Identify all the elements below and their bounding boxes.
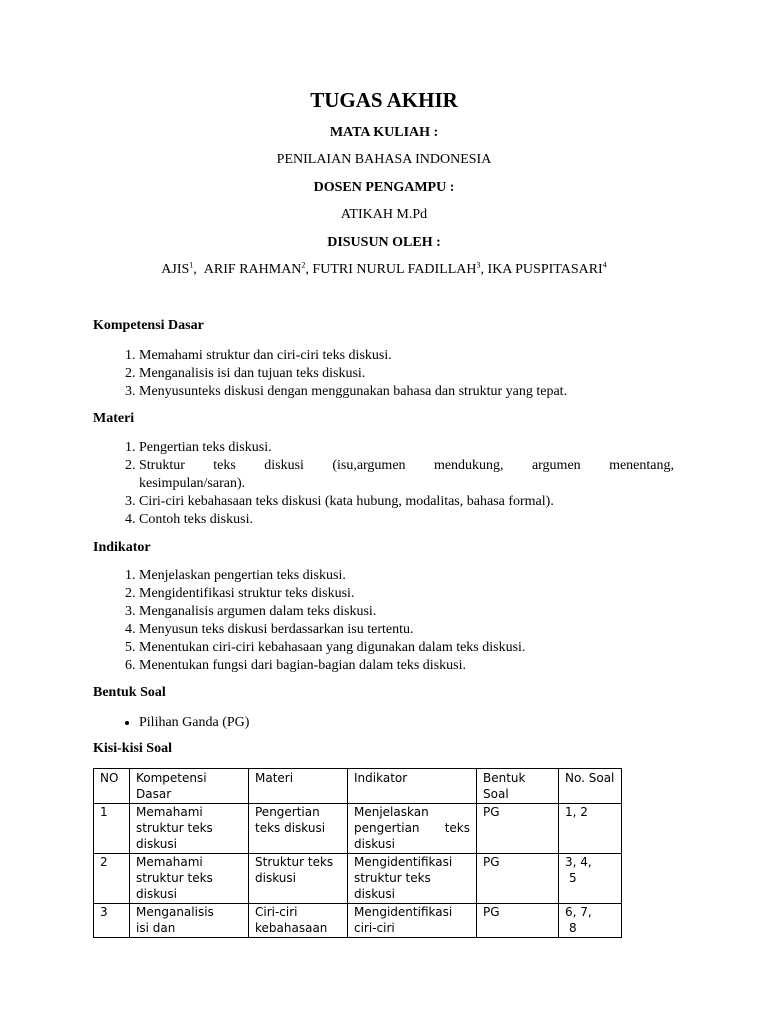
- column-header: Kompetensi Dasar: [130, 769, 249, 804]
- author-name: ARIF RAHMAN: [203, 262, 302, 277]
- table-cell: 1, 2: [559, 804, 622, 854]
- list-item: 4. Contoh teks diskusi.: [139, 511, 674, 529]
- list-item: 1. Pengertian teks diskusi.: [139, 439, 674, 457]
- justified-line: 2. Struktur teks diskusi (isu,argumen mendukung, argumen menentang,: [139, 458, 674, 473]
- table-cell: 2: [94, 854, 130, 904]
- author-name: IKA PUSPITASARI: [487, 262, 603, 277]
- table-row: [94, 854, 622, 904]
- list-item: 1. Memahami struktur dan ciri-ciri teks diskusi.: [139, 347, 674, 365]
- document-title: TUGAS AKHIR: [310, 88, 458, 112]
- kisi-table: [93, 768, 622, 938]
- authors-label: DISUSUN OLEH :: [327, 235, 441, 250]
- continuation-line: kesimpulan/saran).: [139, 476, 246, 491]
- list-item: 3. Ciri-ciri kebahasaan teks diskusi (kata hubung, modalitas, bahasa formal).: [139, 493, 674, 511]
- column-header: Indikator: [348, 769, 477, 804]
- author-name: FUTRI NURUL FADILLAH: [312, 262, 477, 277]
- column-header: Materi: [249, 769, 348, 804]
- list-item: • Pilihan Ganda (PG): [139, 714, 674, 732]
- table-cell: Struktur teks diskusi: [249, 854, 348, 904]
- table-row: [94, 904, 622, 938]
- list-item: 1. Menjelaskan pengertian teks diskusi.: [139, 567, 674, 585]
- table-header-row: [94, 769, 622, 804]
- table-cell: Menjelaskan pengertian teks diskusi: [348, 804, 477, 854]
- table-cell: Ciri-ciri kebahasaan: [249, 904, 348, 938]
- author-footnote: 3: [476, 260, 481, 270]
- section-heading-kompetensi: Kompetensi Dasar: [93, 318, 204, 333]
- section-heading-bentuk: Bentuk Soal: [93, 685, 166, 700]
- section-heading-indikator: Indikator: [93, 540, 151, 555]
- author-footnote: 1: [189, 260, 194, 270]
- list-item: 6. Menentukan fungsi dari bagian-bagian dalam teks diskusi.: [139, 657, 674, 675]
- table-cell: 1: [94, 804, 130, 854]
- column-header: No. Soal: [559, 769, 622, 804]
- table-cell: Memahami struktur teks diskusi: [130, 804, 249, 854]
- author-footnote: 4: [602, 260, 607, 270]
- list-item: 5. Menentukan ciri-ciri kebahasaan yang digunakan dalam teks diskusi.: [139, 639, 674, 657]
- table-cell: Pengertian teks diskusi: [249, 804, 348, 854]
- table-cell: 6, 7, 8: [559, 904, 622, 938]
- table-cell: Mengidentifikasi ciri-ciri: [348, 904, 477, 938]
- course-label: MATA KULIAH :: [329, 125, 439, 140]
- table-cell: PG: [477, 904, 559, 938]
- lecturer-name: ATIKAH M.Pd: [340, 207, 428, 222]
- course-name: PENILAIAN BAHASA INDONESIA: [276, 152, 492, 167]
- list-item: 2. Menganalisis isi dan tujuan teks diskusi.: [139, 365, 674, 383]
- list-item: 2. Mengidentifikasi struktur teks diskusi.: [139, 585, 674, 603]
- author-footnote: 2: [301, 260, 306, 270]
- table-cell: 3, 4, 5: [559, 854, 622, 904]
- table-cell: Memahami struktur teks diskusi: [130, 854, 249, 904]
- table-cell: PG: [477, 854, 559, 904]
- list-item: [139, 457, 674, 493]
- column-header: NO: [94, 769, 130, 804]
- kompetensi-list: [93, 347, 674, 401]
- list-item: 4. Menyusun teks diskusi berdassarkan isu tertentu.: [139, 621, 674, 639]
- section-heading-materi: Materi: [93, 411, 135, 426]
- list-item: 3. Menganalisis argumen dalam teks diskusi.: [139, 603, 674, 621]
- lecturer-label: DOSEN PENGAMPU :: [313, 180, 455, 195]
- column-header: Bentuk Soal: [477, 769, 559, 804]
- table-row: [94, 804, 622, 854]
- indikator-list: [93, 567, 674, 675]
- list-item: 3. Menyusunteks diskusi dengan menggunakan bahasa dan struktur yang tepat.: [139, 383, 674, 401]
- authors-line: AJIS$^1$, ARIF RAHMAN$^2$, FUTRI NURUL FADILLAH$^3$, IKA PUSPITASARI$^4$: [161, 260, 607, 277]
- table-cell: PG: [477, 804, 559, 854]
- table-cell: 3: [94, 904, 130, 938]
- table-cell: Menganalisis isi dan: [130, 904, 249, 938]
- bentuk-list: [93, 714, 674, 732]
- table-cell: Mengidentifikasi struktur teks diskusi: [348, 854, 477, 904]
- author-name: AJIS: [161, 262, 190, 277]
- materi-list: [93, 439, 674, 529]
- section-heading-kisi: Kisi-kisi Soal: [93, 741, 172, 756]
